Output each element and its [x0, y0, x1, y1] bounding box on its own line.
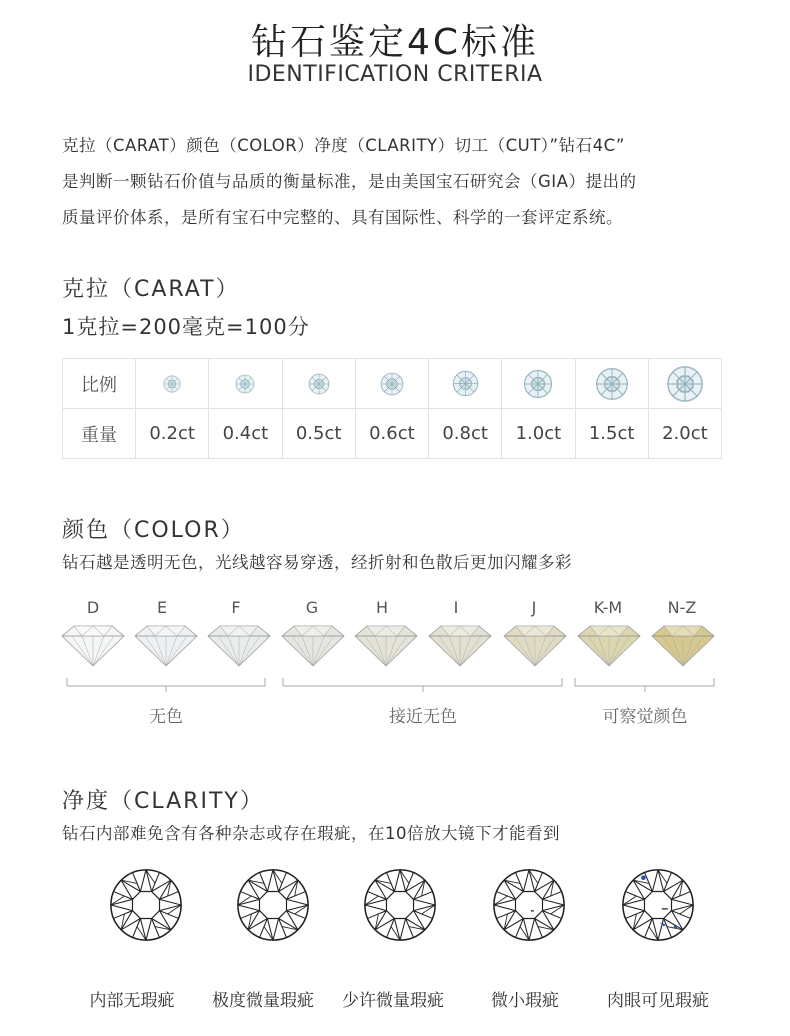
page-title: 钻石鉴定4C标准 [250, 22, 540, 63]
weight-row-label: 重量 [63, 409, 136, 459]
weight-value: 0.8ct [429, 409, 502, 459]
diamond-side-icon [280, 622, 346, 668]
clarity-grade: FL-IF [62, 954, 198, 979]
weight-value: 0.2ct [136, 409, 209, 459]
diamond-side-icon [133, 622, 199, 668]
intro-line: 是判断一颗钻石价值与品质的衡量标准，是由美国宝石研究会（GIA）提出的 [62, 172, 637, 191]
color-title: 颜色（COLOR） [62, 518, 245, 543]
clarity-grade: VS1 [328, 954, 395, 979]
clarity-diamonds [0, 866, 790, 946]
diamond-top-icon [595, 367, 629, 401]
color-diamonds [56, 622, 736, 672]
clarity-grade: WS1 [198, 954, 264, 979]
clarity-grade: I1 [589, 954, 633, 979]
scale-row-label: 比例 [63, 359, 136, 409]
carat-gem-cell [648, 359, 721, 409]
color-grade-letter: J [531, 598, 537, 617]
weight-value: 1.0ct [502, 409, 575, 459]
weight-value: 1.5ct [575, 409, 648, 459]
color-group-label: 接近无色 [389, 707, 457, 727]
clarity-grade-bar [62, 954, 720, 979]
diamond-side-icon [576, 622, 642, 668]
clarity-subtitle: 钻石内部难免含有各种杂志或存在瑕疵，在10倍放大镜下才能看到 [62, 824, 560, 843]
diamond-clarity-icon [361, 866, 439, 944]
diamond-side-icon [353, 622, 419, 668]
diamond-side-icon [60, 622, 126, 668]
carat-gem-cell [209, 359, 282, 409]
weight-value: 0.6ct [355, 409, 428, 459]
bracket-near-colorless [283, 678, 562, 692]
clarity-group-label: 微小瑕疵 [491, 991, 559, 1011]
diamond-top-icon [666, 365, 704, 403]
carat-table [62, 358, 722, 459]
diamond-top-icon [380, 372, 404, 396]
diamond-top-icon [452, 370, 479, 397]
carat-gem-cell [502, 359, 575, 409]
color-grade-letter: E [156, 598, 168, 617]
diamond-side-icon [427, 622, 493, 668]
color-grade-letter: F [231, 598, 241, 617]
diamond-clarity-icon [619, 866, 697, 944]
carat-formula: 1克拉=200毫克=100分 [62, 315, 310, 339]
clarity-grade: VS2 [395, 954, 459, 979]
clarity-grade: I2 [633, 954, 676, 979]
color-grade-letter: I [453, 598, 459, 617]
diamond-top-icon [523, 369, 553, 399]
intro-line: 质量评价体系，是所有宝石中完整的、具有国际性、科学的一套评定系统。 [62, 208, 623, 227]
color-grade-letter: G [305, 598, 319, 617]
clarity-group-label: 内部无瑕疵 [89, 991, 175, 1011]
color-grade-letter: H [375, 598, 389, 617]
clarity-grade: I3 [689, 957, 707, 976]
diamond-clarity-icon [107, 866, 185, 944]
clarity-title: 净度（CLARITY） [62, 789, 264, 814]
color-subtitle: 钻石越是透明无色，光线越容易穿透，经折射和色散后更加闪耀多彩 [62, 553, 572, 572]
weight-value: 0.5ct [282, 409, 355, 459]
bracket-faint-color [575, 678, 714, 692]
carat-gem-cell [575, 359, 648, 409]
scale-row [63, 359, 722, 409]
carat-gem-cell [136, 359, 209, 409]
carat-gem-cell [282, 359, 355, 409]
clarity-group-label: 少许微量瑕疵 [342, 991, 444, 1011]
clarity-group-label: 肉眼可见瑕疵 [607, 991, 709, 1011]
diamond-side-icon [650, 622, 716, 668]
weight-value: 0.4ct [209, 409, 282, 459]
diamond-side-icon [206, 622, 272, 668]
color-grade-letter: D [86, 598, 100, 617]
diamond-clarity-icon [234, 866, 312, 944]
clarity-grade: WS2 [264, 954, 328, 979]
diamond-top-icon [163, 375, 181, 393]
intro-line: 克拉（CARAT）颜色（COLOR）净度（CLARITY）切工（CUT）”钻石4C” [62, 136, 625, 155]
color-group-label: 无色 [149, 707, 183, 727]
weight-row [63, 409, 722, 459]
page-subtitle: IDENTIFICATION CRITERIA [247, 62, 543, 87]
weight-value: 2.0ct [648, 409, 721, 459]
diamond-top-icon [235, 374, 255, 394]
bracket-colorless [67, 678, 265, 692]
carat-gem-cell [355, 359, 428, 409]
carat-title: 克拉（CARAT） [62, 277, 240, 302]
diamond-top-icon [308, 373, 330, 395]
color-grade-letters [56, 598, 736, 620]
color-grade-letter: N-Z [667, 598, 697, 617]
clarity-grade: SI1 [459, 954, 525, 979]
carat-gem-cell [429, 359, 502, 409]
diamond-side-icon [502, 622, 568, 668]
clarity-grade: SI2 [525, 954, 589, 979]
color-grade-letter: K-M [593, 598, 623, 617]
color-group-label: 可察觉颜色 [602, 707, 688, 727]
diamond-clarity-icon [490, 866, 568, 944]
color-group-brackets [0, 676, 790, 698]
intro-paragraph [62, 128, 742, 236]
clarity-group-label: 极度微量瑕疵 [212, 991, 314, 1011]
